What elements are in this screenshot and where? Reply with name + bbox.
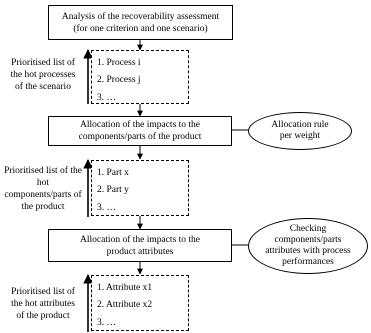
allocation-rule-ellipse: Allocation rule per weight — [248, 112, 352, 150]
list2-label: Prioritised list of the hot components/parts of the product — [4, 166, 82, 212]
list1-processes — [91, 50, 189, 104]
list2-item: 1. Part x — [97, 167, 129, 178]
checking-attributes-ellipse: Checking components/parts attributes with process performances — [248, 218, 368, 274]
list1-item: 2. Process j — [97, 75, 141, 86]
step-analysis-line2: (for one criterion and one scenario) — [73, 23, 208, 34]
list2-item: 3. … — [97, 202, 116, 213]
list2-item: 2. Part y — [97, 185, 129, 196]
step-analysis-box — [48, 5, 233, 40]
list3-item: 3. … — [97, 317, 116, 328]
step-allocation-attributes-box: Allocation of the impacts to the product attributes — [48, 229, 232, 262]
list3-attributes — [91, 275, 189, 331]
list1-item: 3. … — [97, 92, 116, 103]
list1-label: Prioritised list of the hot processes of the scenario — [10, 58, 76, 92]
list2-parts — [91, 160, 189, 216]
list3-item: 2. Attribute x2 — [97, 300, 153, 311]
list3-label: Prioritised list of the hot attributes of the product — [11, 287, 75, 321]
step-analysis-line1: Analysis of the recoverability assessment — [61, 11, 220, 22]
list1-item: 1. Process i — [97, 57, 141, 68]
step-allocation-components-box: Allocation of the impacts to the components/parts of the product — [48, 116, 232, 146]
list3-item: 1. Attribute x1 — [97, 282, 153, 293]
